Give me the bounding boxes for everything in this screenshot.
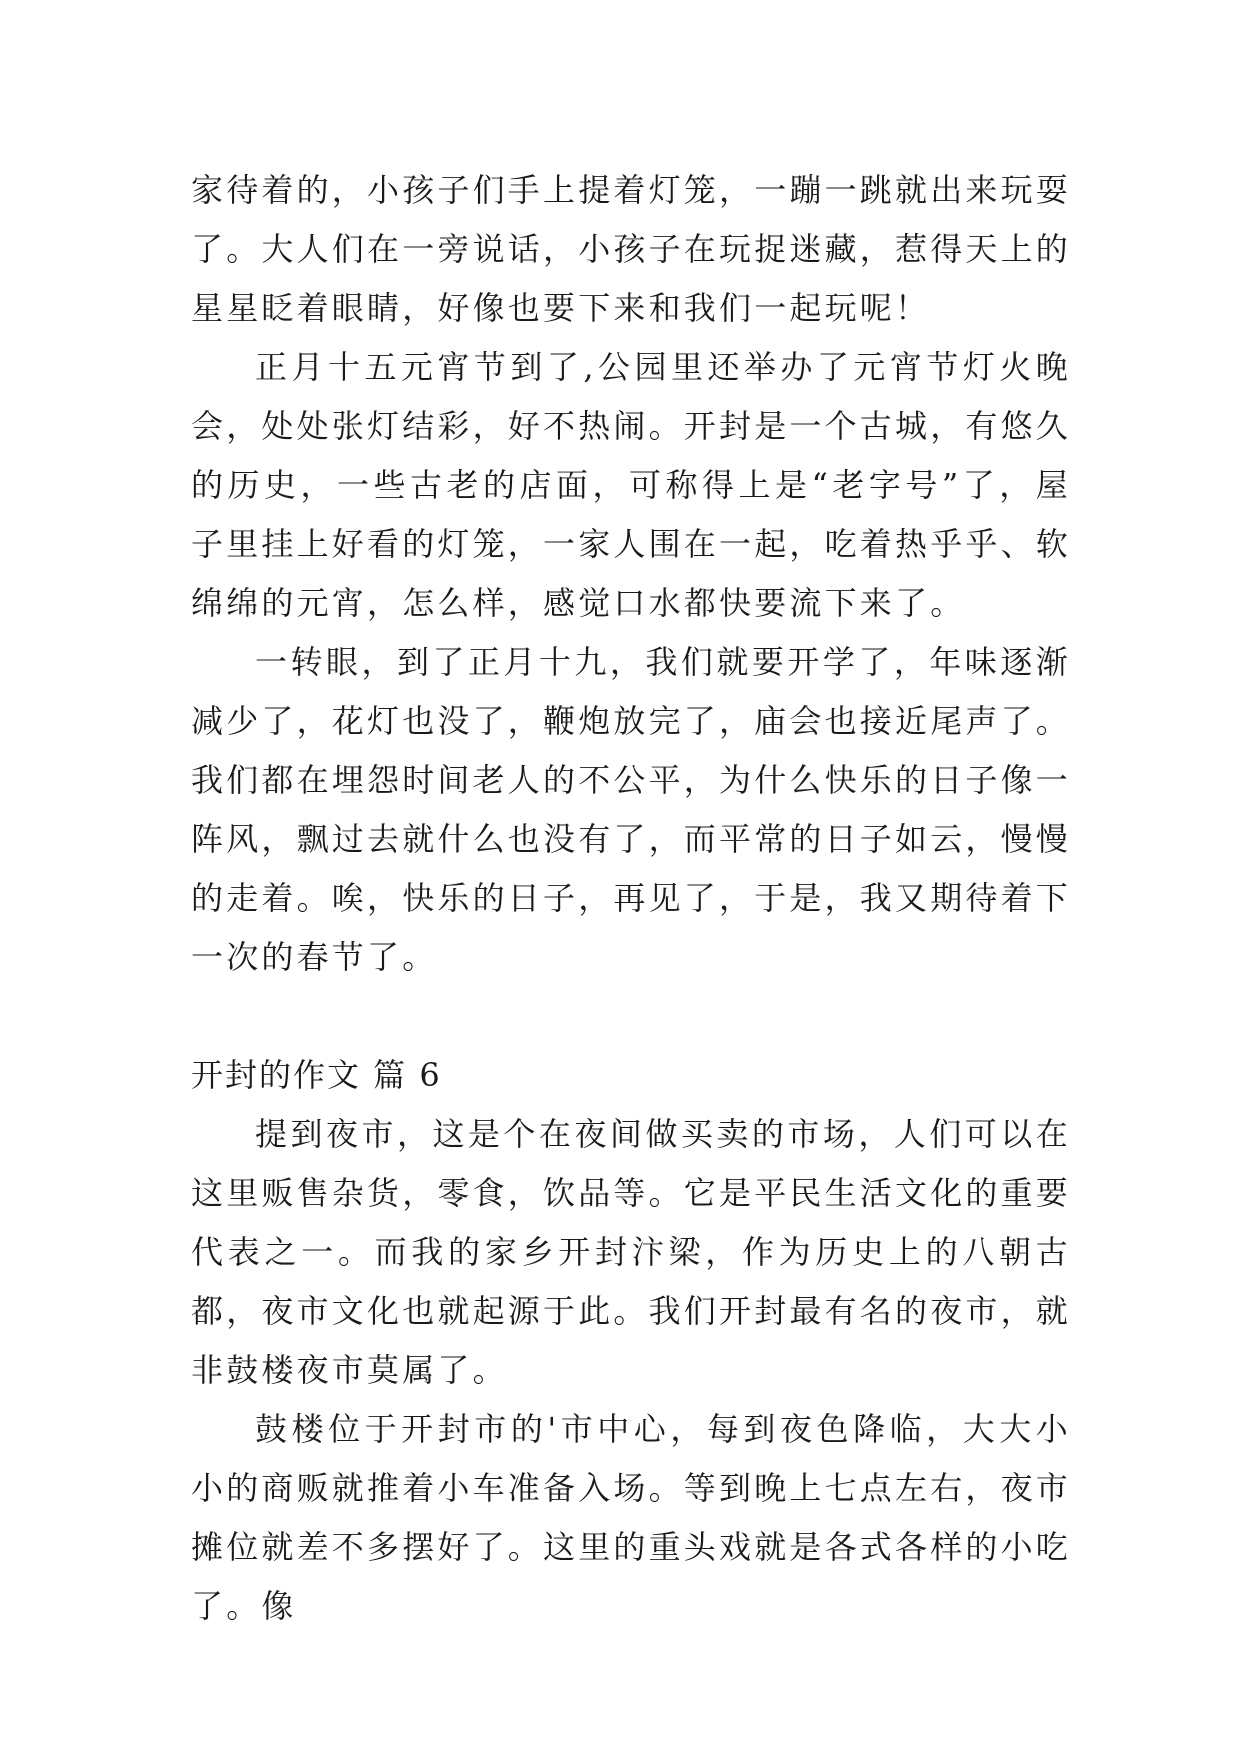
paragraph-school-start: 一转眼，到了正月十九，我们就要开学了，年味逐渐减少了，花灯也没了，鞭炮放完了，庙会也接近尾声了。我们都在埋怨时间老人的不公平，为什么快乐的日子像一阵风，飘过去就什么也没有了，而平常的日子如云，慢慢的走着。唉，快乐的日子，再见了，于是，我又期待着下一次的春节了。 [191, 643, 1072, 976]
paragraph-lantern-festival: 正月十五元宵节到了,公园里还举办了元宵节灯火晚会，处处张灯结彩，好不热闹。开封是一个古城，有悠久的历史，一些古老的店面，可称得上是“老字号”了，屋子里挂上好看的灯笼，一家人围在一起，吃着热乎乎、软绵绵的元宵，怎么样，感觉口水都快要流下来了。 [191, 348, 1072, 622]
paragraph-continuation: 家待着的，小孩子们手上提着灯笼，一蹦一跳就出来玩耍了。大人们在一旁说话，小孩子在玩捉迷藏，惹得天上的星星眨着眼睛，好像也要下来和我们一起玩呢！ [191, 171, 1072, 327]
document-body [191, 161, 1071, 1636]
section-spacer [191, 987, 1071, 1046]
paragraph-night-market-intro: 提到夜市，这是个在夜间做买卖的市场，人们可以在这里贩售杂货，零食，饮品等。它是平民生活文化的重要代表之一。而我的家乡开封汴梁，作为历史上的八朝古都，夜市文化也就起源于此。我们开封最有名的夜市，就非鼓楼夜市莫属了。 [191, 1115, 1072, 1389]
section-heading: 开封的作文 篇 6 [191, 1056, 442, 1094]
paragraph-drum-tower: 鼓楼位于开封市的'市中心，每到夜色降临，大大小小的商贩就推着小车准备入场。等到晚上七点左右，夜市摊位就差不多摆好了。这里的重头戏就是各式各样的小吃了。像 [191, 1410, 1072, 1625]
